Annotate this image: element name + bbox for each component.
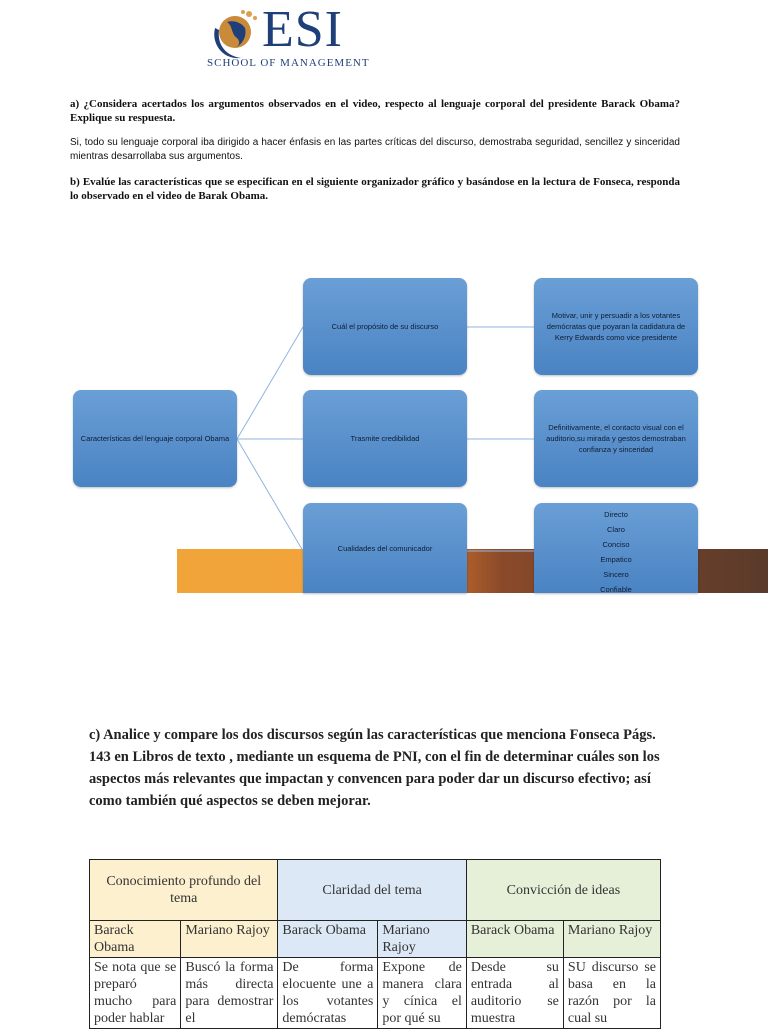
branch-credibility-label: Trasmite credibilidad	[350, 434, 420, 443]
logo-brand-text: ESI	[262, 1, 343, 58]
root-node-label: Características del lenguaje corporal Obama	[80, 434, 230, 443]
quality-item: Claro	[607, 525, 625, 534]
question-a-prompt: a) ¿Considera acertados los argumentos observados en el video, respecto al lenguaje corporal del presidente Barack Obama? Explique su respuesta.	[70, 98, 680, 124]
subheader-cell: Mariano Rajoy	[378, 921, 467, 958]
subheader-cell: Barack Obama	[466, 921, 563, 958]
branch-qualities-label: Cualidades del comunicador	[337, 543, 433, 553]
header-conviction: Convicción de ideas	[466, 860, 660, 921]
diagram-detail-purpose	[534, 278, 698, 375]
question-c-prompt: c) Analice y compare los dos discursos según las características que menciona Fonseca Págs. 143 en Libros de texto , mediante un esquema de PNI, con el fin de determinar cuáles son los aspectos más relevantes que impactan y convencen para poder dar un discurso efectivo; así como también qué aspectos se deben mejorar.	[89, 727, 660, 809]
quality-item: Conciso	[602, 540, 630, 549]
subheader-cell: Barack Obama	[278, 921, 378, 958]
table-cell: Buscó la forma más directa para demostrar el	[181, 958, 278, 1029]
logo-subtitle: SCHOOL OF MANAGEMENT	[207, 57, 370, 69]
table-cell: Se nota que se preparó mucho para poder hablar	[90, 958, 181, 1029]
table-row	[90, 958, 661, 1029]
header-knowledge: Conocimiento profundo del tema	[90, 860, 278, 921]
detail-purpose-text: Motivar, unir y persuadir a los votantes demócratas que poyaran la cadidatura de Kerry Edwards como vice presidente	[546, 311, 686, 342]
question-b-prompt: b) Evalúe las características que se especifican en el siguiente organizador gráfico y basándose en la lectura de Fonseca, responda lo observado en el video de Barak Obama.	[70, 176, 680, 202]
subheader-cell: Barack Obama	[90, 921, 181, 958]
question-a-answer: Si, todo su lenguaje corporal iba dirigido a hacer énfasis en las partes críticas del discurso, demostraba seguridad, sencillez y sinceridad mientras desarrollaba sus argumentos.	[70, 137, 680, 162]
subheader-cell: Mariano Rajoy	[563, 921, 660, 958]
table-cell: Desde su entrada al auditorio se muestra	[466, 958, 563, 1029]
diagram-branch-qualities	[303, 503, 467, 593]
table-cell: De forma elocuente une a los votantes demócratas	[278, 958, 378, 1029]
detail-credibility-text: Definitivamente, el contacto visual con el auditorio,su mirada y gestos demostraban confianza y sinceridad	[546, 423, 686, 454]
diagram-branch-purpose	[303, 278, 467, 375]
header-clarity: Claridad del tema	[278, 860, 466, 921]
subheader-cell: Mariano Rajoy	[181, 921, 278, 958]
diagram-branch-credibility	[303, 390, 467, 487]
qualities-list	[600, 507, 632, 597]
diagram-detail-qualities	[534, 503, 698, 593]
diagram-detail-credibility	[534, 390, 698, 487]
quality-item: Sincero	[603, 570, 629, 579]
diagram-root-node	[73, 390, 237, 487]
quality-item: Confiable	[600, 585, 632, 594]
quality-item: Empatico	[600, 555, 632, 564]
table-cell: Expone de manera clara y cínica el por qué su	[378, 958, 467, 1029]
pni-comparison-table	[89, 859, 661, 1029]
table-cell: SU discurso se basa en la razón por la cual su	[563, 958, 660, 1029]
table-header-row	[90, 860, 661, 921]
branch-purpose-label: Cuál el propósito de su discurso	[331, 322, 439, 331]
quality-item: Directo	[604, 510, 628, 519]
table-subheader-row	[90, 921, 661, 958]
